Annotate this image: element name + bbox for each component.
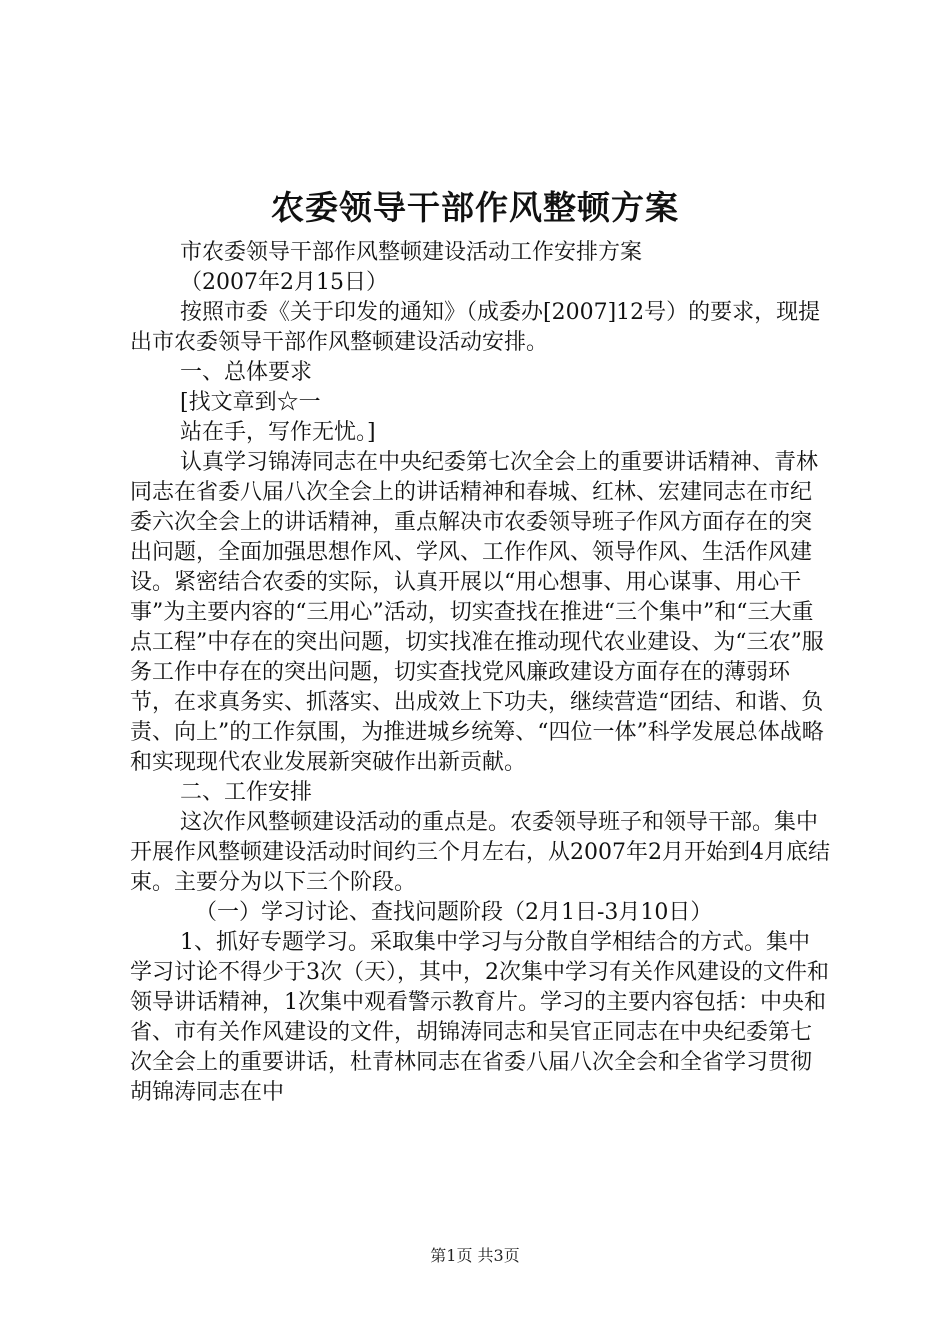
paragraph-stage-1-body: 1、抓好专题学习。采取集中学习与分散自学相结合的方式。集中学习讨论不得少于3次（天），其中，2次集中学习有关作风建设的文件和领导讲话精神，1次集中观看警示教育片。学习的主要内容包括：中央和省、市有关作风建设的文件，胡锦涛同志和吴官正同志在中央纪委第七次全会上的重要讲话，杜青林同志在省委八届八次全会和全省学习贯彻胡锦涛同志在中 [130, 930, 829, 1105]
section-heading-general: 一、总体要求 [180, 360, 313, 385]
paragraph-subtitle: 市农委领导干部作风整顿建设活动工作安排方案 [180, 240, 643, 265]
document-title: 农委领导干部作风整顿方案 [271, 188, 679, 227]
page-footer: 第1页 共3页 [430, 1246, 520, 1265]
paragraph-note-2: 站在手，写作无忧。] [180, 420, 376, 445]
section-heading-arrangement: 二、工作安排 [180, 780, 313, 805]
paragraph-arrangement-body: 这次作风整顿建设活动的重点是。农委领导班子和领导干部。集中开展作风整顿建设活动时间约三个月左右，从2007年2月开始到4月底结束。主要分为以下三个阶段。 [130, 810, 830, 895]
subsection-heading-stage-1: （一）学习讨论、查找问题阶段（2月1日-3月10日） [195, 900, 713, 925]
paragraph-general-body: 认真学习锦涛同志在中央纪委第七次全会上的重要讲话精神、青林同志在省委八届八次全会上的讲话精神和春城、红林、宏建同志在市纪委六次全会上的讲话精神，重点解决市农委领导班子作风方面存在的突出问题，全面加强思想作风、学风、工作作风、领导作风、生活作风建设。紧密结合农委的实际，认真开展以“用心想事、用心谋事、用心干事”为主要内容的“三用心”活动，切实查找在推进“三个集中”和“三大重点工程”中存在的突出问题，切实找准在推动现代农业建设、为“三农”服务工作中存在的突出问题，切实查找党风廉政建设方面存在的薄弱环节，在求真务实、抓落实、出成效上下功夫，继续营造“团结、和谐、负责、向上”的工作氛围，为推进城乡统筹、“四位一体”科学发展总体战略和实现现代农业发展新突破作出新贡献。 [130, 450, 824, 775]
paragraph-date: （2007年2月15日） [180, 270, 388, 295]
document-body [130, 238, 830, 1108]
paragraph-intro: 按照市委《关于印发的通知》（成委办[2007]12号）的要求，现提出市农委领导干部作风整顿建设活动安排。 [130, 300, 821, 355]
paragraph-note-1: [找文章到☆一 [180, 390, 321, 415]
